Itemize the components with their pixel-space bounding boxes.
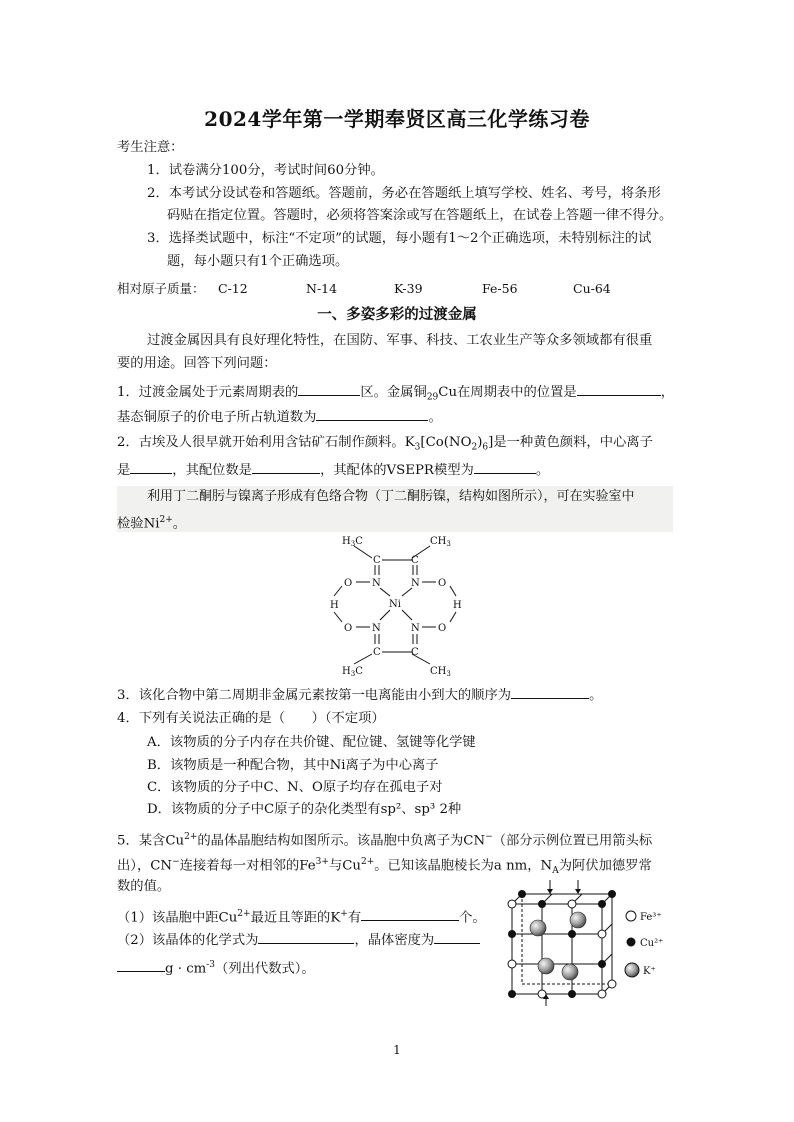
answer-blank[interactable]: [117, 957, 165, 972]
question-5-cont-2: 数的值。: [117, 879, 171, 894]
carbon-label: C: [411, 647, 419, 658]
hydrogen-label: H: [453, 600, 462, 611]
passage-line-2: 检验$Ni^{2+}$。: [117, 515, 187, 532]
section-intro-2: 要的用途。回答下列问题：: [117, 356, 277, 371]
legend-k: K⁺: [643, 966, 656, 977]
question-1-cont: 基态铜原子的价电子所占轨道数为 。: [117, 406, 442, 428]
answer-blank[interactable]: [298, 381, 360, 396]
option-d[interactable]: D．该物质的分子中C原子的杂化类型有sp²、sp³ 2种: [147, 802, 462, 817]
question-5: 5．某含$Cu^{2+}$的晶体晶胞结构如图所示。该晶胞中负离子为CN−（部分示例位置已用箭头标: [117, 832, 653, 849]
atomic-mass-k: K-39: [394, 281, 423, 296]
answer-blank[interactable]: [577, 381, 661, 396]
notice-item-3: 3．选择类试题中，标注“不定项”的试题，每小题有1～2个正确选项，未特别标注的试: [147, 231, 652, 246]
section-title: 一、多姿多彩的过渡金属: [317, 306, 477, 323]
question-4: 4．下列有关说法正确的是（ ）（不定项）: [117, 711, 385, 726]
carbon-label: C: [411, 555, 419, 566]
question-3: 3．该化合物中第二周期非金属元素按第一电离能由小到大的顺序为 。: [117, 684, 602, 706]
nitrogen-label: N: [411, 623, 420, 634]
legend-cu: Cu²⁺: [640, 938, 664, 949]
atomic-mass-n: N-14: [306, 281, 338, 296]
atomic-mass-cu: Cu-64: [573, 281, 611, 296]
notice-item-2-cont: 码贴在指定位置。答题时，必须将答案涂或写在答题纸上，在试卷上答题一律不得分。: [167, 208, 673, 223]
question-1: 1．过渡金属处于元素周期表的 区。金属铜$_{29}$Cu在周期表中的位置是 ，: [117, 381, 674, 408]
question-2: 2．古埃及人很早就开始利用含钴矿石制作颜料。$K_3[Co(NO_2)_6]$是一种黄色颜料，中心离子: [117, 435, 653, 453]
answer-blank[interactable]: [474, 459, 536, 474]
crystal-cell-diagram: [498, 880, 678, 1006]
notice-heading: 考生注意：: [117, 140, 184, 155]
methyl-label: $CH_3$: [430, 666, 451, 678]
answer-blank[interactable]: [130, 459, 172, 474]
notice-item-2: 2．本考试分设试卷和答题纸。答题前，务必在答题纸上填写学校、姓名、考号，将条形: [147, 186, 661, 201]
nitrogen-label: N: [372, 578, 381, 589]
oxygen-label: O: [344, 623, 353, 634]
atomic-mass-c: C-12: [218, 281, 248, 296]
answer-blank[interactable]: [258, 929, 354, 944]
carbon-label: C: [373, 555, 381, 566]
notice-item-3-cont: 题，每小题只有1个正确选项。: [167, 254, 349, 269]
answer-blank[interactable]: [252, 459, 320, 474]
option-a[interactable]: A．该物质的分子内存在共价键、配位键、氢键等化学键: [147, 735, 476, 750]
oxygen-label: O: [438, 578, 447, 589]
nickel-dimethylglyoxime-structure: [320, 530, 470, 680]
answer-blank[interactable]: [361, 906, 459, 921]
answer-blank[interactable]: [434, 929, 480, 944]
hydrogen-label: H: [330, 600, 339, 611]
carbon-label: C: [373, 647, 381, 658]
oxygen-label: O: [438, 623, 447, 634]
atomic-mass-label: 相对原子质量：: [117, 281, 205, 296]
legend-fe: Fe³⁺: [640, 912, 662, 923]
methyl-label: $H_3C$: [342, 536, 363, 548]
option-b[interactable]: B．该物质是一种配合物，其中Ni离子为中心离子: [147, 758, 439, 773]
question-5-part-1: （1）该晶胞中距$Cu^{2+}$最近且等距的K+有 个。: [117, 904, 486, 928]
question-5-cont: 出），CN−连接着每一对相邻的$Fe^{3+}$与$Cu^{2+}$。已知该晶胞棱长为a nm，$N_A$为阿伏加德罗常: [117, 857, 652, 877]
passage-line-1: 利用丁二酮肟与镍离子形成有色络合物（丁二酮肟镍，结构如图所示），可在实验室中: [147, 489, 635, 504]
methyl-label: $H_3C$: [342, 666, 363, 678]
section-intro-1: 过渡金属因具有良好理化特性，在国防、军事、科技、工农业生产等众多领域都有很重: [147, 333, 653, 348]
nitrogen-label: N: [411, 578, 420, 589]
question-5-part-2-cont: $g \cdot cm^{-3}$（列出代数式）。: [117, 955, 315, 979]
nickel-label: Ni: [389, 599, 401, 610]
oxygen-label: O: [344, 578, 353, 589]
methyl-label: $CH_3$: [430, 536, 451, 548]
answer-blank[interactable]: [511, 684, 589, 699]
question-2-cont: 是 ，其配位数是 ，其配体的VSEPR模型为 。: [117, 459, 549, 481]
option-c[interactable]: C．该物质的分子中C、N、O原子均存在孤电子对: [147, 780, 443, 795]
atomic-mass-fe: Fe-56: [482, 281, 518, 296]
question-5-part-2: （2）该晶体的化学式为 ，晶体密度为: [117, 929, 480, 951]
nitrogen-label: N: [372, 623, 381, 634]
page-number: 1: [393, 1043, 401, 1057]
page-title: 2024学年第一学期奉贤区高三化学练习卷: [204, 107, 590, 131]
notice-item-1: 1．试卷满分100分，考试时间60分钟。: [147, 163, 384, 178]
answer-blank[interactable]: [316, 406, 428, 421]
